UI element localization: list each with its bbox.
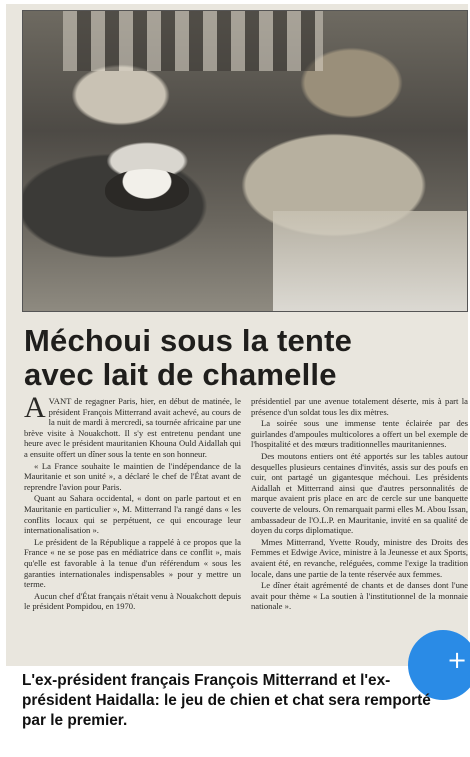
table-cloth [273,211,467,311]
article-headline [24,324,468,392]
image-caption: L'ex-président français François Mitterrand et l'ex-président Haidalla: le jeu de chien et chat sera remporté par le premier. [22,672,431,729]
tent-pattern-backdrop [63,11,323,71]
article-paragraph: Le dîner était agrémenté de chants et de danses dont l'une avait pour thème « La soutien à l'institutionnel de la monnaie nationale ». [251,580,468,612]
headline-line-1: Méchoui sous la tente [24,323,353,358]
article-column-2 [251,396,468,613]
article-body [24,391,468,613]
article-paragraph: « La France souhaite le maintien de l'indépendance de la Mauritanie et son unité », a déclaré le chef de l'État avant de reprendre l'avion pour Paris. [24,460,241,492]
article-paragraph: AVANT de regagner Paris, hier, en début de matinée, le président François Mitterrand avait achevé, au cours de la nuit de mardi à mercredi, sa tournée africaine par une brève visite à Nouakchott. Il s'y est entretenu pendant une heure avec le président mauritanien Khouna Ould Aidallah qui a ensuite offert un dîner sous la tente en son honneur. [24,391,241,459]
article-paragraph: Des moutons entiers ont été apportés sur les tables autour desquelles plusieurs centaines d'invités, assis sur des poufs en cuir, ont partagé un gigantesque méchoui. Les présidents Aidallah et Mitterrand ainsi que d'autres personnalités de marque avaient pris place en arc de cercle sur une banquette couverte de velours. On remarquait parmi elles M. Abou Issan, ambassadeur de l'O.L.P. en Mauritanie, invité en sa qualité de doyen du corps diplomatique. [251,450,468,536]
headline-line-2: avec lait de chamelle [24,357,337,392]
article-paragraph: présidentiel par une avenue totalement déserte, mis à part la présence d'un soldat tous les dix mètres. [251,396,468,417]
article-paragraph: Le président de la République a rappelé à ce propos que la France « ne se pose pas en médiatrice dans ce conflit », mais qu'elle est favorable à la tenue d'un référendum « sous les garanties internationales indispensables » pour y mettre un terme. [24,536,241,590]
article-paragraph: La soirée sous une immense tente éclairée par des guirlandes d'ampoules multicolores a offert un bel exemple de l'hospitalité et des mœurs traditionnelles mauritaniennes. [251,418,468,450]
article-paragraph: Mmes Mitterrand, Yvette Roudy, ministre des Droits des Femmes et Edwige Avice, ministre à la Jeunesse et aux Sports, avaient été, en revanche, reléguées, comme l'exige la tradition locale, dans une partie de la tente réservée aux femmes. [251,536,468,579]
article-paragraph: Aucun chef d'État français n'était venu à Nouakchott depuis le président Pompidou, en 1970. [24,590,241,612]
plus-icon: + [447,646,468,674]
drop-cap: A [24,391,46,424]
newspaper-clipping [6,4,468,666]
milk-bowl [105,169,189,211]
news-photo [22,10,468,312]
article-column-1 [24,391,241,613]
article-paragraph: Quant au Sahara occidental, « dont on parle partout et en Mauritanie en particulier », M. Mitterrand l'a rangé dans « les conflits locaux qui se perpétuent, ce qui encourage leur internationalisation ». [24,493,241,536]
